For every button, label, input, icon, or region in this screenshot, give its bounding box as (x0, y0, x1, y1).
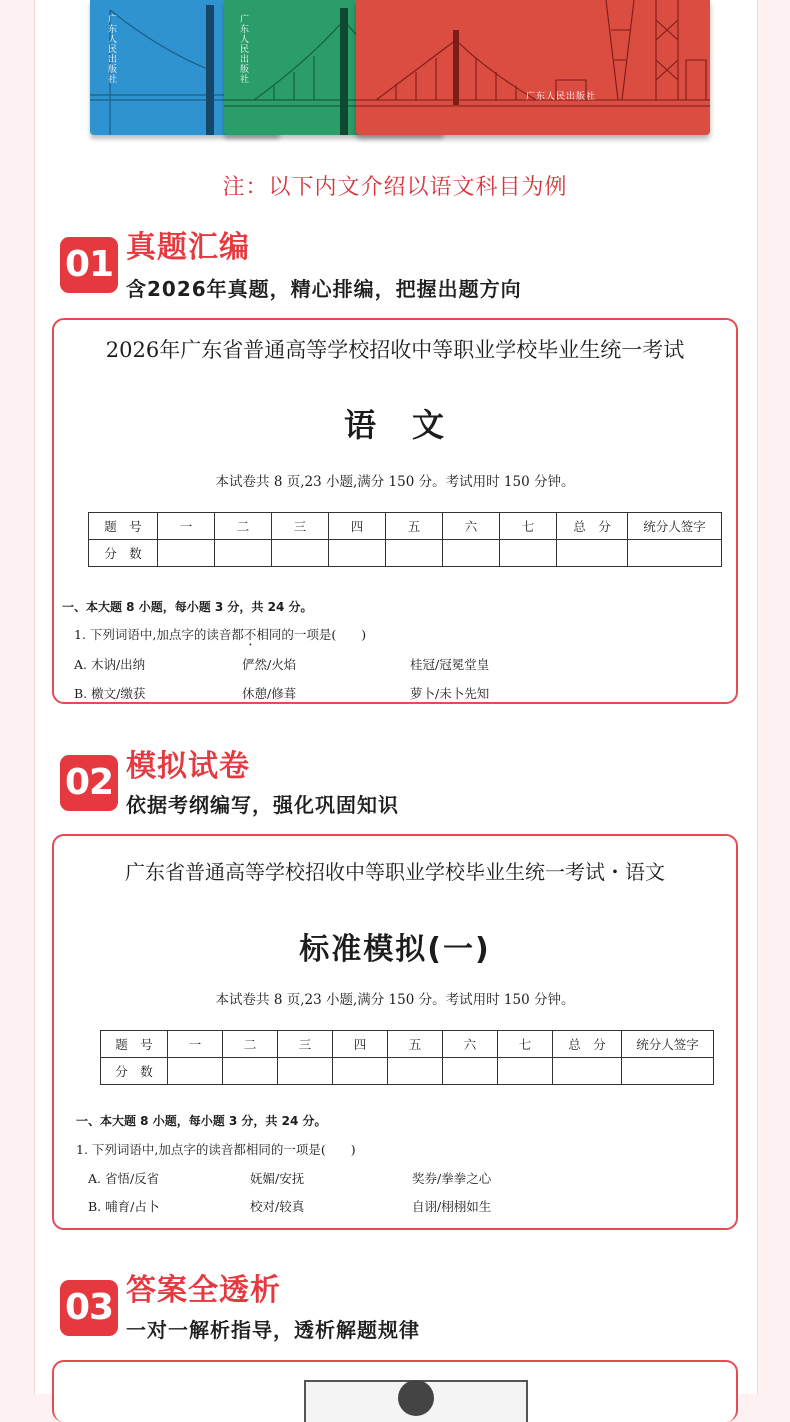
score-cell (168, 1058, 223, 1085)
note-text: 注：以下内文介绍以语文科目为例 (222, 175, 568, 200)
answer-card (52, 1360, 738, 1422)
exam-question (74, 625, 366, 649)
score-cell (557, 540, 628, 567)
book-cover-red (356, 0, 710, 135)
skyline-illustration-red (356, 0, 710, 135)
score-table-row-label: 分 数 (89, 540, 158, 567)
section-number-02: 02 (60, 755, 118, 811)
score-cell (278, 1058, 333, 1085)
score-table-row-label: 分 数 (101, 1058, 168, 1085)
score-table-header-cell: 三 (272, 513, 329, 540)
exam-heading: 广东省普通高等学校招收中等职业学校毕业生统一考试・语文 (125, 860, 665, 884)
section-subtitle-01: 含2026年真题，精心排编，把握出题方向 (126, 277, 522, 301)
score-table-header-cell: 一 (168, 1031, 223, 1058)
score-cell (329, 540, 386, 567)
question-text: 相同的一项是( ) (256, 627, 367, 642)
exam-info: 本试卷共 8 页,23 小题,满分 150 分。考试用时 150 分钟。 (215, 474, 575, 490)
score-table-header-cell: 题 号 (101, 1031, 168, 1058)
score-cell (223, 1058, 278, 1085)
option-text: 奖券/拳拳之心 (412, 1171, 492, 1186)
score-table-header-cell: 总 分 (557, 513, 628, 540)
publisher-label-red: 广东人民出版社 (526, 92, 597, 102)
score-cell (498, 1058, 553, 1085)
score-table-header-cell: 五 (388, 1031, 443, 1058)
score-table-score-row (101, 1058, 714, 1085)
option-text: 俨然/火焰 (242, 657, 297, 672)
exam-section-line: 一、本大题 8 小题，每小题 3 分，共 24 分。 (76, 1114, 327, 1128)
score-table-header-cell: 题 号 (89, 513, 158, 540)
exam-info: 本试卷共 8 页,23 小题,满分 150 分。考试用时 150 分钟。 (215, 992, 575, 1008)
section-number-01: 01 (60, 237, 118, 293)
option-text: A. 省悟/反省 (88, 1171, 160, 1186)
answer-badge-circle-icon (398, 1380, 434, 1416)
option-text: 校对/较真 (250, 1199, 305, 1214)
score-cell (443, 1058, 498, 1085)
exam-subject: 标准模拟(一) (299, 932, 491, 967)
option-text: B. 哺育/占卜 (88, 1199, 160, 1214)
score-table-header-cell: 统分人签字 (622, 1031, 714, 1058)
option-text: 桂冠/冠冕堂皇 (410, 657, 490, 672)
exam-subject: 语 文 (343, 406, 446, 444)
exam-card-mock-paper (52, 834, 738, 1230)
publisher-label-blue: 广东人民出版社 (106, 14, 116, 84)
exam-section-line: 一、本大题 8 小题，每小题 3 分，共 24 分。 (62, 600, 313, 614)
score-cell (553, 1058, 622, 1085)
section-title-02: 模拟试卷 (126, 749, 250, 784)
score-table-header-cell: 总 分 (553, 1031, 622, 1058)
score-table-header-cell: 五 (386, 513, 443, 540)
score-cell (333, 1058, 388, 1085)
option-text: 妩媚/安抚 (250, 1171, 305, 1186)
score-cell (388, 1058, 443, 1085)
score-table-header-cell: 统分人签字 (628, 513, 722, 540)
section-title-03: 答案全透析 (126, 1273, 281, 1308)
question-text: 1. 下列词语中,加点字的读音都 (74, 627, 244, 642)
answer-badge (304, 1380, 528, 1422)
score-cell (443, 540, 500, 567)
score-table (88, 512, 722, 567)
book-covers (84, 0, 710, 145)
exam-heading: 2026年广东省普通高等学校招收中等职业学校毕业生统一考试 (105, 338, 685, 362)
publisher-label-green: 广东人民出版社 (238, 14, 248, 84)
score-table-header-cell: 四 (329, 513, 386, 540)
option-text: B. 檄文/缴获 (74, 686, 146, 701)
score-table-header-cell: 七 (500, 513, 557, 540)
score-cell (500, 540, 557, 567)
option-text: A. 木讷/出纳 (74, 657, 146, 672)
score-table-header-row (101, 1031, 714, 1058)
option-text: 萝卜/未卜先知 (410, 686, 490, 701)
section-subtitle-03: 一对一解析指导，透析解题规律 (126, 1318, 420, 1342)
score-cell (158, 540, 215, 567)
score-table-header-cell: 三 (278, 1031, 333, 1058)
score-table-header-cell: 二 (223, 1031, 278, 1058)
exam-card-real-paper (52, 318, 738, 704)
score-table-score-row (89, 540, 722, 567)
question-emphasis: 不 (243, 627, 257, 642)
option-text: 休憩/修葺 (242, 686, 297, 701)
score-table-header-row (89, 513, 722, 540)
score-table-header-cell: 六 (443, 513, 500, 540)
section-title-01: 真题汇编 (126, 230, 250, 265)
score-cell (272, 540, 329, 567)
score-table-header-cell: 一 (158, 513, 215, 540)
section-number-03: 03 (60, 1280, 118, 1336)
score-cell (628, 540, 722, 567)
section-subtitle-02: 依据考纲编写，强化巩固知识 (126, 793, 399, 817)
exam-question: 1. 下列词语中,加点字的读音都相同的一项是( ) (76, 1142, 356, 1157)
score-table-header-cell: 六 (443, 1031, 498, 1058)
score-table-header-cell: 七 (498, 1031, 553, 1058)
option-text: 自诩/栩栩如生 (412, 1199, 492, 1214)
score-cell (622, 1058, 714, 1085)
score-cell (386, 540, 443, 567)
score-table (100, 1030, 714, 1085)
score-cell (215, 540, 272, 567)
score-table-header-cell: 二 (215, 513, 272, 540)
score-table-header-cell: 四 (333, 1031, 388, 1058)
